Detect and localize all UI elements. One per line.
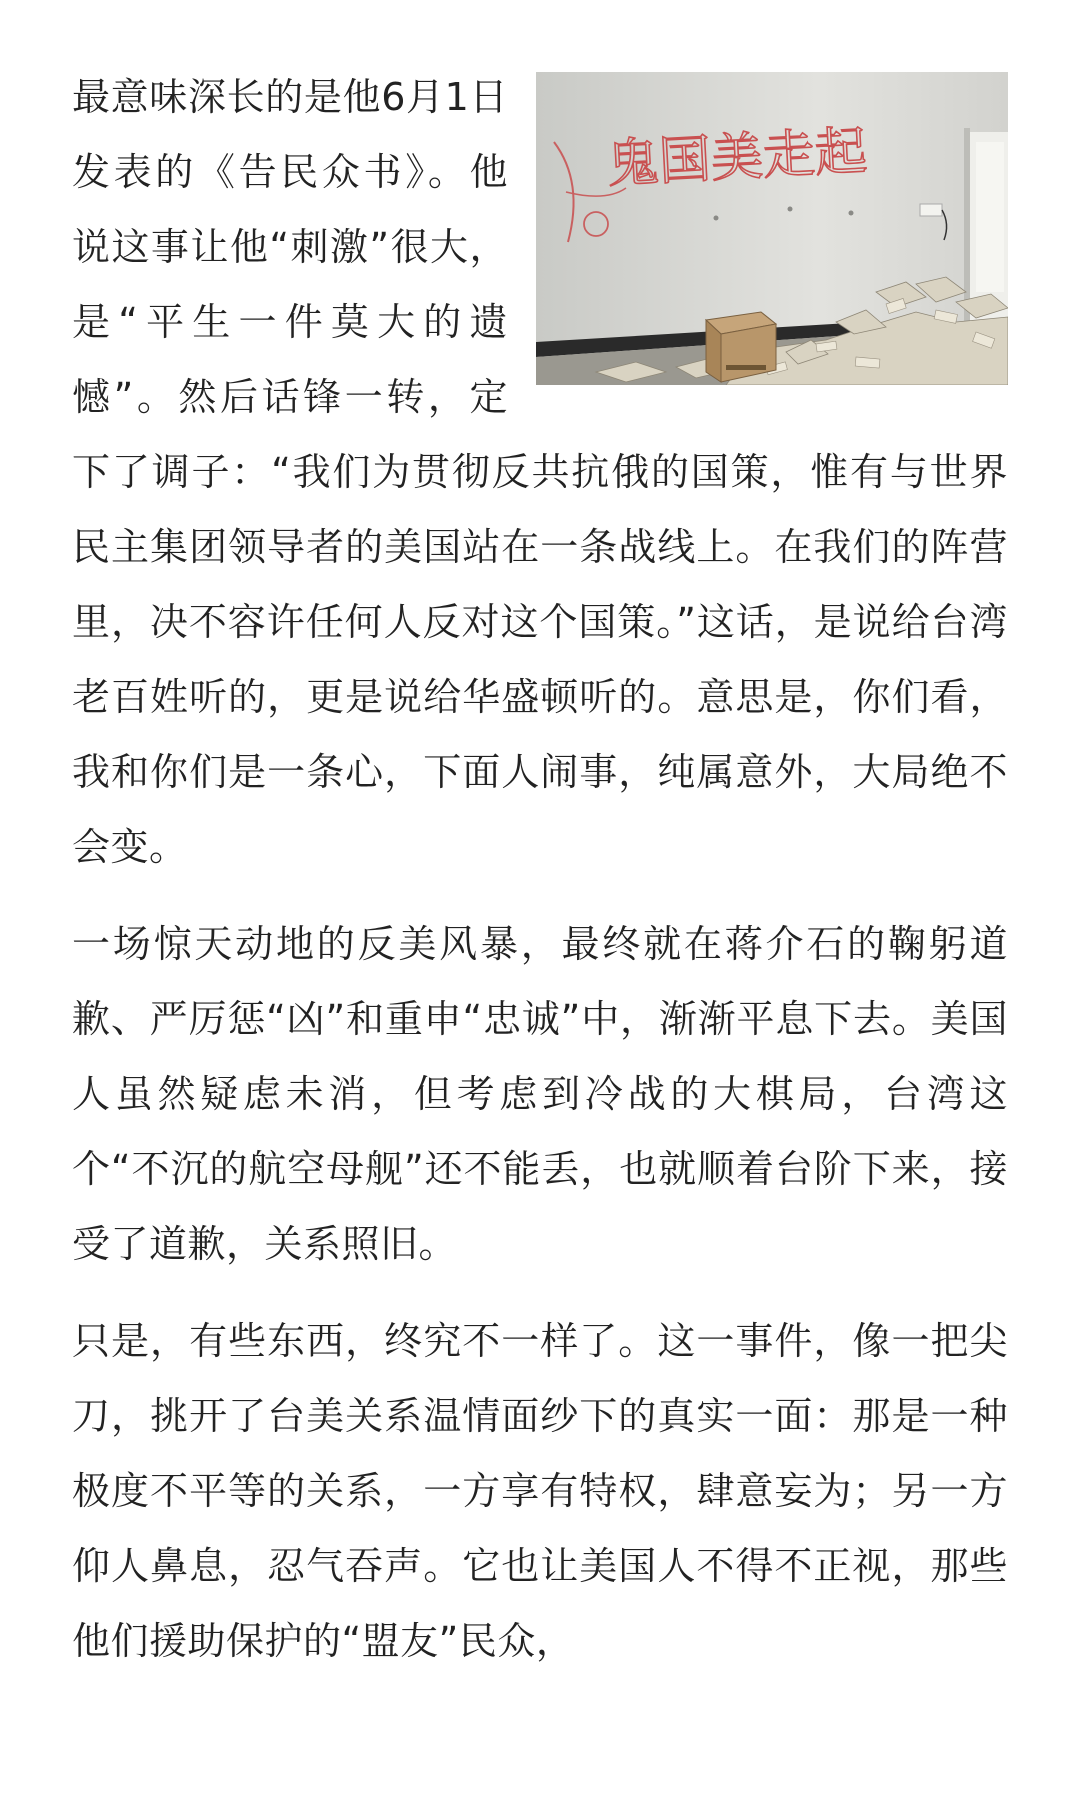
article-body	[72, 72, 1008, 1701]
vandalized-room-image	[536, 72, 1008, 385]
paragraph: 最意味深长的是他6月1日发表的《告民众书》。他说这事让他“刺激”很大，是“平生一件莫大的遗憾”。然后话锋一转，定下了调子：“我们为贯彻反共抗俄的国策，惟有与世界民主集团领导者的美国站在一条战线上。在我们的阵营里，决不容许任何人反对这个国策。”这话，是说给台湾老百姓听的，更是说给华盛顿听的。意思是，你们看，我和你们是一条心，下面人闹事，纯属意外，大局绝不会变。	[72, 75, 1008, 869]
paragraph: 只是，有些东西，终究不一样了。这一事件，像一把尖刀，挑开了台美关系温情面纱下的真实一面：那是一种极度不平等的关系，一方享有特权，肆意妄为；另一方仰人鼻息，忍气吞声。它也让美国人不得不正视，那些他们援助保护的“盟友”民众，	[72, 1319, 1008, 1663]
wall-graffiti-text: 鬼国美走起	[605, 121, 869, 195]
paragraph: 一场惊天动地的反美风暴，最终就在蒋介石的鞠躬道歉、严厉惩“凶”和重申“忠诚”中，渐渐平息下去。美国人虽然疑虑未消，但考虑到冷战的大棋局，台湾这个“不沉的航空母舰”还不能丢，也就顺着台阶下来，接受了道歉，关系照旧。	[72, 922, 1008, 1266]
embassy-photo	[536, 72, 1008, 385]
